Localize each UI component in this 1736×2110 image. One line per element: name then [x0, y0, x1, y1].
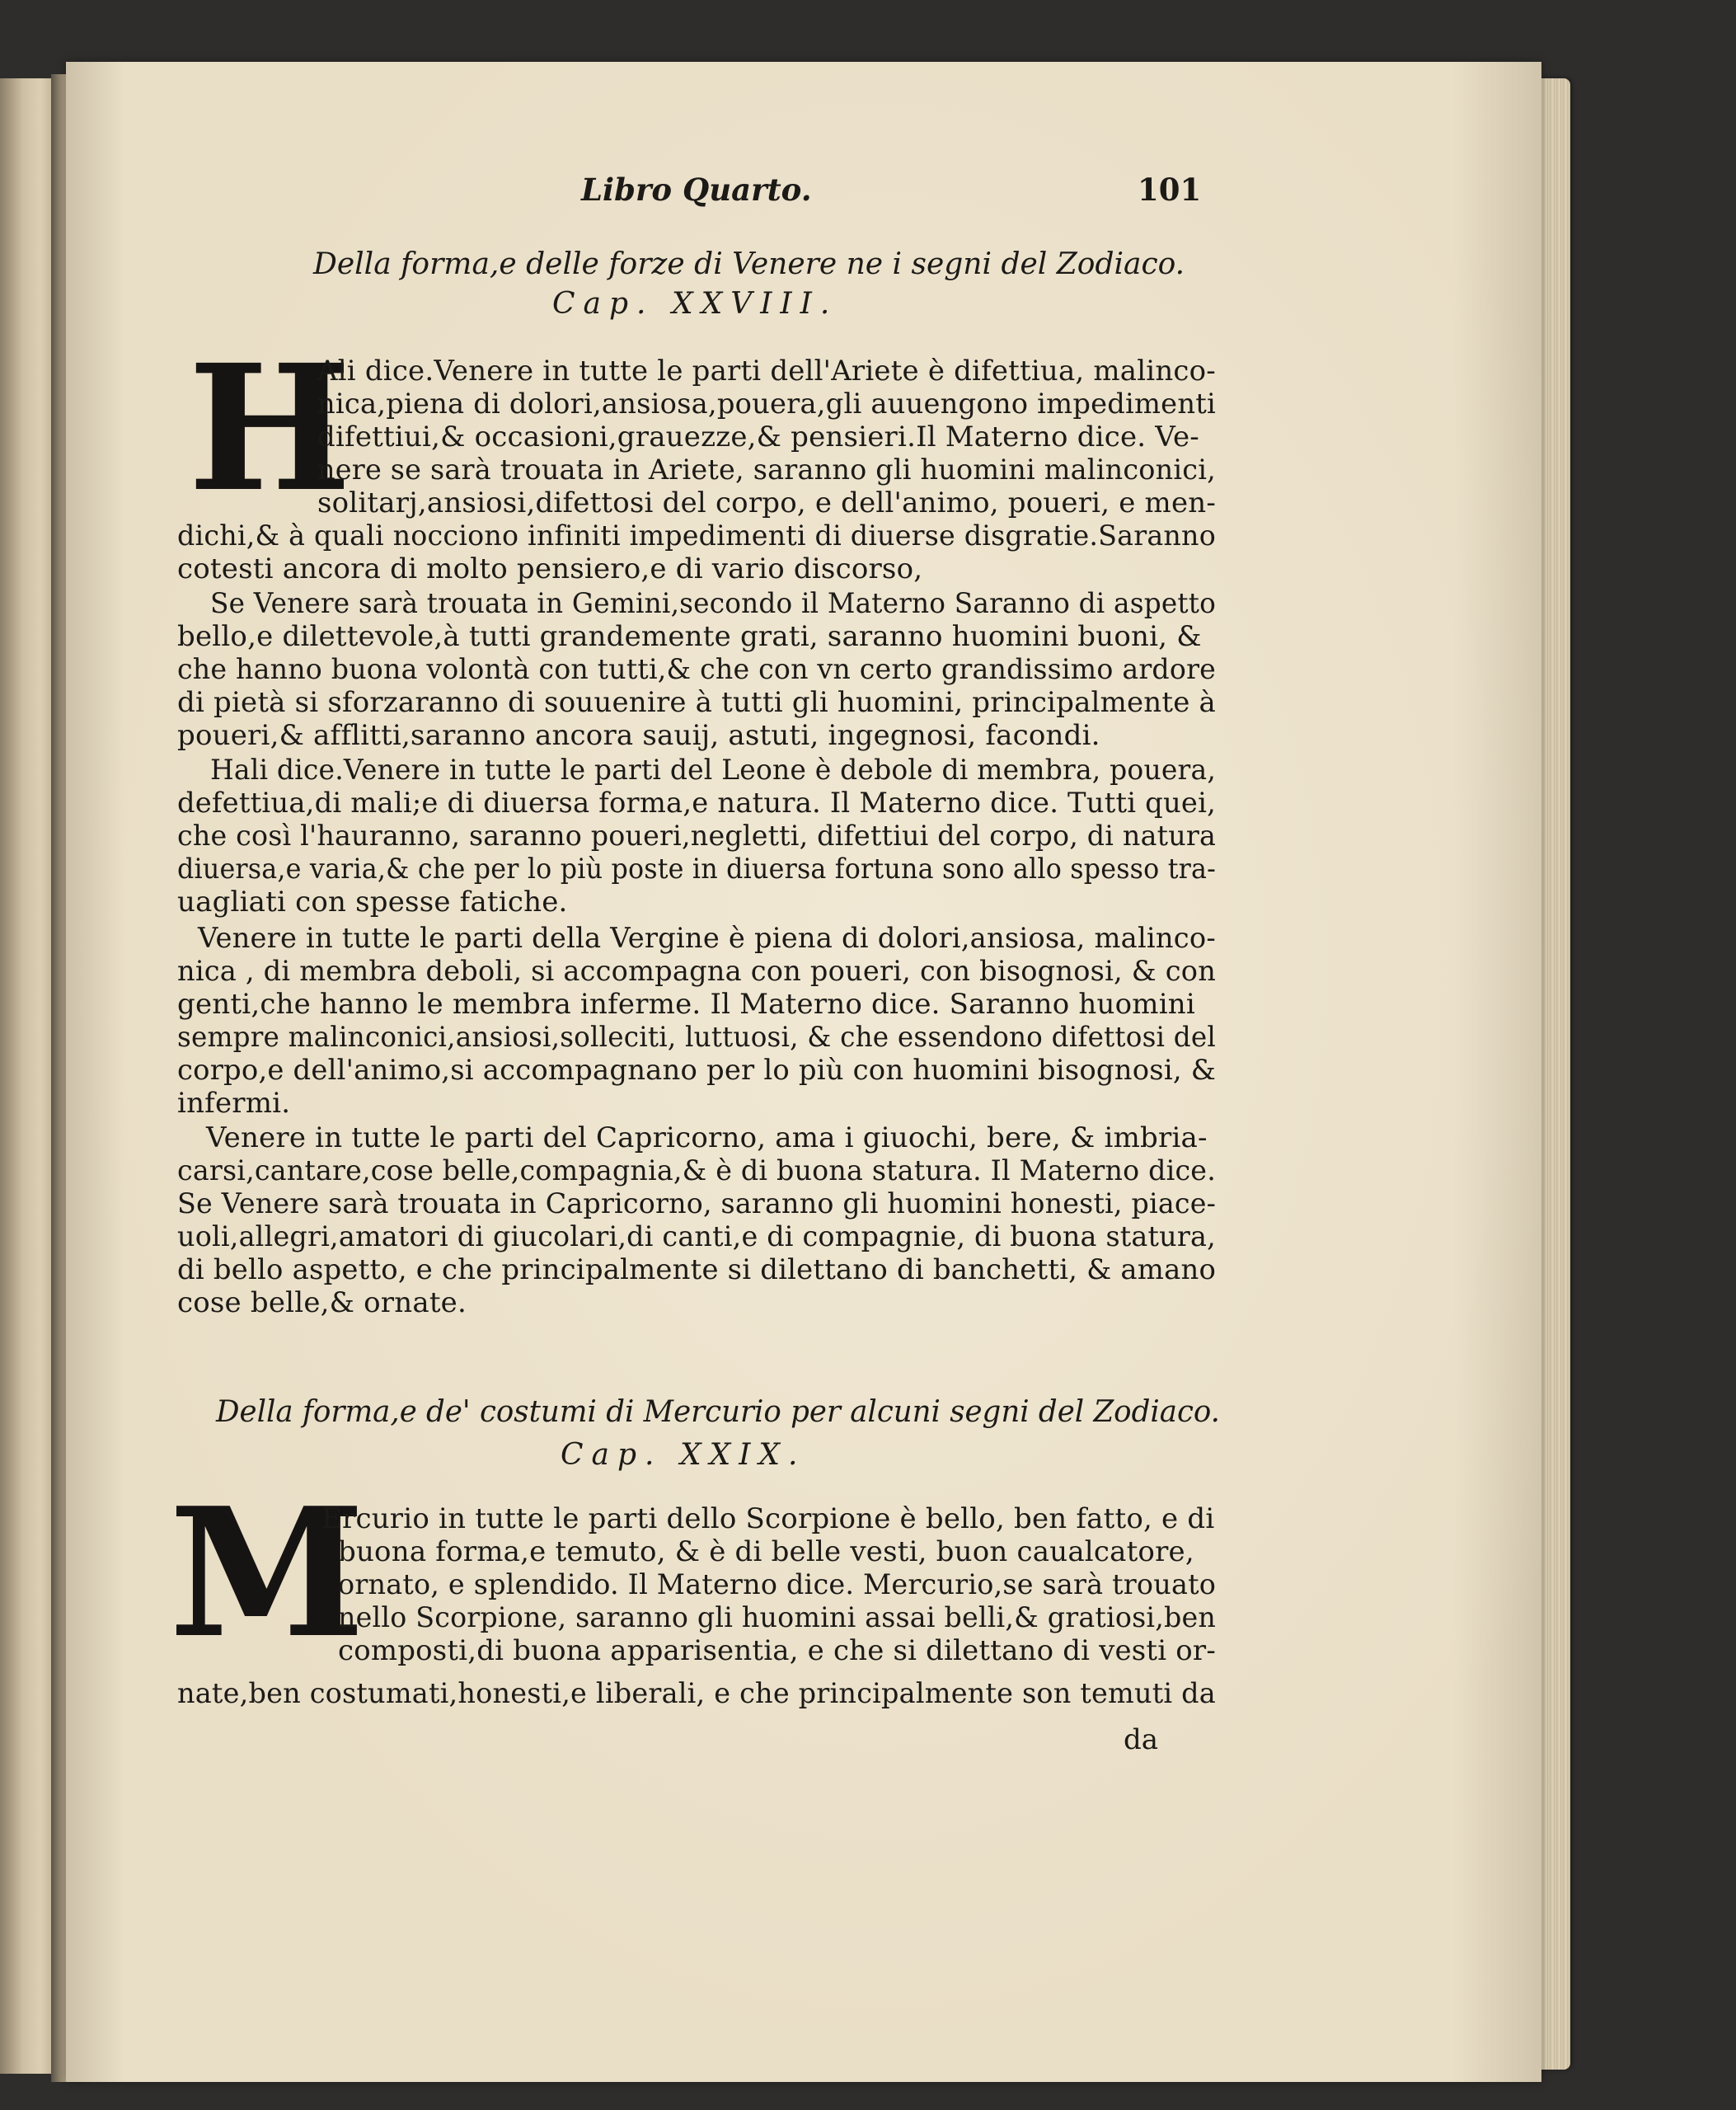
chapter-29-number: Cap. XXIX. — [561, 1438, 806, 1472]
chapter-28-text-line-21: sempre malinconici,ansiosi,solleciti, luttuosi, & che essendono difettosi del — [177, 1021, 1217, 1054]
left-page-edge — [0, 78, 58, 2074]
running-head: Libro Quarto. — [581, 172, 812, 208]
chapter-28-text-line-18: Venere in tutte le parti della Vergine è piena di dolori,ansiosa, malinco- — [198, 922, 1216, 955]
chapter-28-text-line-28: di bello aspetto, e che principalmente si dilettano di banchetti, & amano — [177, 1253, 1217, 1286]
chapter-28-text-line-19: nica , di membra deboli, si accompagna con poueri, con bisognosi, & con — [177, 955, 1217, 988]
chapter-28-text-line-16: diuersa,e varia,& che per lo più poste in diuersa fortuna sono allo spesso tra- — [177, 853, 1217, 886]
page-number: 101 — [1138, 172, 1202, 208]
chapter-28-text-line-8: Se Venere sarà trouata in Gemini,secondo il Materno Saranno di aspetto — [210, 587, 1216, 620]
chapter-28-title: Della forma,e delle forze di Venere ne i segni del Zodiaco. — [313, 247, 1185, 281]
chapter-28-text-line-24: Venere in tutte le parti del Capricorno, ama i giuochi, bere, & imbria- — [206, 1121, 1208, 1154]
chapter-28-text-line-10: che hanno buona volontà con tutti,& che con vn certo grandissimo ardore — [177, 653, 1217, 686]
chapter-28-text-line-14: defettiua,di mali;e di diuersa forma,e natura. Il Materno dice. Tutti quei, — [177, 787, 1217, 820]
chapter-28-text-line-13: Hali dice.Venere in tutte le parti del Leone è debole di membra, pouera, — [210, 754, 1217, 787]
chapter-28-text-line-22: corpo,e dell'animo,si accompagnano per lo più con huomini bisognosi, & — [177, 1054, 1217, 1087]
chapter-28-text-line-2: nica,piena di dolori,ansiosa,pouera,gli auuengono impedimenti — [317, 388, 1216, 421]
chapter-28-number: Cap. XXVIII. — [552, 287, 838, 321]
chapter-28-text-line-26: Se Venere sarà trouata in Capricorno, saranno gli huomini honesti, piace- — [177, 1187, 1217, 1220]
chapter-28-text-line-27: uoli,allegri,amatori di giucolari,di canti,e di compagnie, di buona statura, — [177, 1220, 1216, 1253]
chapter-28-text-line-17: uagliati con spesse fatiche. — [177, 886, 568, 919]
chapter-28-text-line-1: Ali dice.Venere in tutte le parti dell'Ariete è difettiua, malinco- — [317, 355, 1216, 388]
chapter-28-text-line-6: dichi,& à quali nocciono infiniti impedimenti di diuerse disgratie.Saranno — [177, 519, 1216, 552]
chapter-28-text-line-9: bello,e dilettevole,à tutti grandemente grati, saranno huomini buoni, & — [177, 620, 1202, 653]
chapter-29-text-line-2: buona forma,e temuto, & è di belle vesti, buon caualcatore, — [338, 1535, 1194, 1568]
chapter-28-text-line-3: difettiui,& occasioni,grauezze,& pensieri.Il Materno dice. Ve- — [317, 421, 1199, 453]
dropcap-h: H — [188, 327, 352, 530]
chapter-28-text-line-29: cose belle,& ornate. — [177, 1286, 467, 1319]
chapter-28-text-line-12: poueri,& afflitti,saranno ancora sauij, astuti, ingegnosi, facondi. — [177, 719, 1100, 752]
catchword: da — [1124, 1723, 1159, 1756]
chapter-29-text-line-3: ornato, e splendido. Il Materno dice. Mercurio,se sarà trouato — [338, 1568, 1217, 1601]
chapter-28-text-line-23: infermi. — [177, 1087, 291, 1120]
dropcap-m: M — [169, 1469, 365, 1677]
chapter-28-text-line-7: cotesti ancora di molto pensiero,e di vario discorso, — [177, 552, 923, 585]
chapter-28-text-line-15: che così l'hauranno, saranno poueri,negletti, difettiui del corpo, di natura — [177, 820, 1216, 853]
chapter-29-text-line-5: composti,di buona apparisentia, e che si dilettano di vesti or- — [338, 1634, 1217, 1667]
chapter-28-text-line-25: carsi,cantare,cose belle,compagnia,& è di buona statura. Il Materno dice. — [177, 1154, 1216, 1187]
chapter-29-text-line-1: Ercurio in tutte le parti dello Scorpione è bello, ben fatto, e di — [321, 1502, 1215, 1535]
chapter-28-text-line-20: genti,che hanno le membra inferme. Il Materno dice. Saranno huomini — [177, 988, 1195, 1021]
chapter-28-text-line-11: di pietà si sforzaranno di souuenire à tutti gli huomini, principalmente à — [177, 686, 1216, 719]
chapter-28-text-line-4: nere se sarà trouata in Ariete, saranno gli huomini malinconici, — [317, 453, 1216, 486]
chapter-29-text-line-4: nello Scorpione, saranno gli huomini assai belli,& gratiosi,ben — [338, 1601, 1217, 1634]
chapter-29-title: Della forma,e de' costumi di Mercurio per alcuni segni del Zodiaco. — [216, 1395, 1220, 1429]
chapter-28-text-line-5: solitarj,ansiosi,difettosi del corpo, e dell'animo, poueri, e men- — [317, 486, 1217, 519]
chapter-29-text-line-6: nate,ben costumati,honesti,e liberali, e che principalmente son temuti da — [177, 1677, 1216, 1710]
